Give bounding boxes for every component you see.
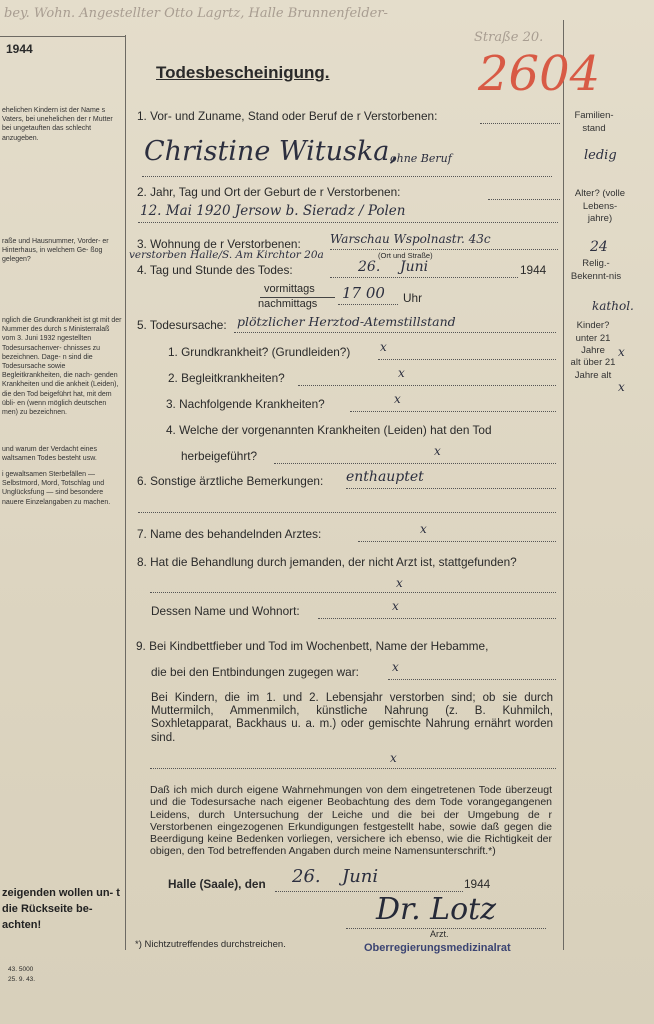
q3-value: Warschau Wspolnastr. 43c (330, 232, 491, 246)
q9-label-b: die bei den Entbindungen zugegen war: (151, 665, 359, 679)
q5-value: plötzlicher Herztod-Atemstillstand (237, 314, 456, 329)
q4-time-dotline (338, 304, 398, 305)
q1-label: 1. Vor- und Zuname, Stand oder Beruf de r Verstorbenen: (137, 109, 438, 123)
alter-value: 24 (590, 239, 608, 255)
q6-dotline (346, 488, 556, 489)
pencil-note-line2: Straße 20. (474, 30, 544, 45)
q5-2-label: 2. Begleitkrankheiten? (168, 371, 285, 385)
left-note-reverse: zeigenden wollen un- t die Rückseite be- achten! (2, 887, 120, 931)
q4-vormittags: vormittags (264, 283, 315, 295)
q9-children-text: Bei Kindern, die im 1. und 2. Lebensjahr verstorben sind; ob sie durch Muttermilch, Ammenmilch, künstliche Nahrung (z. B. Kuhmilch, Soxhletapparat, Backhaus u. a. m.) oder gemischte Nahrung ernährt worden sind. (151, 692, 553, 744)
q2-value: 12. Mai 1920 Jersow b. Sieradz / Polen (140, 203, 406, 219)
q5-4-label-b: herbeigeführt? (181, 449, 258, 463)
attestation-month: Juni (342, 866, 379, 887)
q4-year: 1944 (520, 263, 547, 277)
q5-1-value: x (380, 340, 387, 354)
q4-label: 4. Tag und Stunde des Todes: (137, 263, 293, 277)
left-note-address: raße und Hausnummer, Vorder- er Hinterhaus, in welchem Ge- ßog gelegen? (2, 238, 109, 264)
q5-1-dotline (378, 359, 556, 360)
q9-children-value: x (390, 751, 397, 765)
print-code-1: 43. 5000 (8, 966, 34, 973)
doctor-signature: Dr. Lotz (376, 892, 497, 927)
pencil-note-line1: bey. Wohn. Angestellter Otto Lagrtz, Halle Brunnenfelder- (4, 6, 388, 21)
kinder-value-1: x (618, 345, 625, 359)
page-title: Todesbescheinigung. (156, 63, 330, 82)
q9-value: x (392, 660, 399, 674)
q7-dotline (358, 541, 556, 542)
q1-occupation: ohne Beruf (390, 152, 452, 165)
q4-uhr: Uhr (403, 291, 423, 305)
ueber-label: alt über 21 Jahre alt (570, 357, 616, 381)
q4-nachmittags: nachmittags (258, 298, 318, 310)
q8-sub-value: x (392, 599, 399, 613)
q3-label: 3. Wohnung de r Verstorbenen: (137, 237, 301, 251)
q7-value: x (420, 522, 427, 536)
q3-dotline (330, 249, 558, 250)
attestation-year: 1944 (464, 877, 491, 891)
q6-value: enthauptet (346, 469, 424, 485)
q1-dotline (480, 123, 560, 124)
q9-children-dotline (150, 768, 556, 769)
left-note-name: ehelichen Kindern ist der Name s Vaters, bei unehelichen der r Mutter bei ungetauften das schlecht anzugeben. (2, 107, 113, 142)
arzt-label: Arzt. (430, 929, 449, 939)
q5-1-label: 1. Grundkrankheit? (Grundleiden?) (168, 345, 351, 359)
religion-label: Relig.-Bekennt-nis (570, 258, 622, 282)
attestation-text: Daß ich mich durch eigene Wahrnehmungen von dem eingetretenen Tode überzeugt und die Todesursache nach eigener Beobachtung des dem Tode vorangegangenen Leidens, durch Untersuchung der Leiche und die bei der Umgebung de r Verstorbenen eingezogenen Erkundigungen festgestellt habe, sowie daß gegen die Beerdigung keine Bedenken vorliegen, versichere ich ebenso, wie die Richtigkeit der obigen, den Tod betreffenden Angaben durch meine Namensunterschrift.*) (150, 784, 552, 858)
q2-label: 2. Jahr, Tag und Ort der Geburt de r Verstorbenen: (137, 185, 401, 199)
q4-month: Juni (400, 259, 429, 275)
q5-4-value: x (434, 444, 441, 458)
register-number: 2604 (478, 46, 601, 102)
right-margin-rule (563, 20, 564, 950)
q3-hint: (Ort und Straße) (378, 251, 433, 260)
q4-day: 26. (358, 259, 381, 275)
q5-4-label-a: 4. Welche der vorgenannten Krankheiten (Leiden) hat den Tod (166, 423, 492, 437)
kinder-label: Kinder? unter 21 Jahre (575, 320, 611, 356)
left-note-violent: i gewaltsamen Sterbefällen — Selbstmord, Mord, Totschlag und Unglücksfung — sind besondere nauere Einzelangaben zu machen. (2, 471, 111, 506)
q4-time: 17 00 (342, 284, 385, 302)
q4-dotline (330, 277, 518, 278)
familienstand-value: ledig (584, 148, 617, 163)
q8-sub-dotline (318, 618, 556, 619)
q9-label-a: 9. Bei Kindbettfieber und Tod im Wochenbett, Name der Hebamme, (136, 639, 489, 653)
q8-label: 8. Hat die Behandlung durch jemanden, der nicht Arzt ist, stattgefunden? (137, 555, 517, 569)
q6-label: 6. Sonstige ärztliche Bemerkungen: (137, 474, 324, 488)
q5-3-label: 3. Nachfolgende Krankheiten? (166, 397, 325, 411)
religion-value: kathol. (592, 299, 634, 313)
print-code-2: 25. 9. 43. (8, 976, 36, 983)
q8-dotline (150, 592, 556, 593)
q8-sub-label: Dessen Name und Wohnort: (151, 604, 300, 618)
q1-name: Christine Wituska, (144, 136, 398, 167)
q2-dotline (488, 199, 560, 200)
footnote: *) Nichtzutreffendes durchstreichen. (135, 939, 286, 950)
q6-dotline-2 (138, 512, 556, 513)
header-rule (0, 36, 125, 37)
q5-3-value: x (394, 392, 401, 406)
kinder-value-2: x (618, 380, 625, 394)
q5-2-dotline (298, 385, 556, 386)
q7-label: 7. Name des behandelnden Arztes: (137, 527, 322, 541)
q5-3-dotline (350, 411, 556, 412)
official-stamp: Oberregierungsmedizinalrat (364, 942, 511, 954)
q5-label: 5. Todesursache: (137, 318, 227, 332)
q5-2-value: x (398, 366, 405, 380)
q1-dotline-2 (142, 176, 552, 177)
q5-4-dotline (274, 463, 556, 464)
attestation-day: 26. (292, 866, 321, 887)
q5-dotline (234, 332, 556, 333)
familienstand-label: Familien-stand (574, 110, 614, 134)
q8-value: x (396, 576, 403, 590)
q2-dotline-2 (138, 222, 558, 223)
q9-dotline (388, 679, 556, 680)
left-margin-rule (125, 35, 126, 950)
left-note-suspicion: und warum der Verdacht eines waltsamen Todes besteht usw. (2, 446, 97, 463)
year-prefix: 1944 (6, 42, 33, 56)
left-note-cause: nglich die Grundkrankheit ist gt mit der Nummer des durch s Ministerralaß vom 3. Juni 1932 ngestellten Todesursachenver- chnisses zu bezeichnen. Dage- n sind die Todesursache sowie Begleitkrankheiten, die nach- genden Krankheiten und die ankheit (Leiden), die den Tod beigeführt hat, mit dem übli- en (wenn möglich deutschen men) zu bezeichnen. (2, 317, 122, 417)
attestation-place: Halle (Saale), den (168, 877, 266, 891)
q3-value-2: verstorben Halle/S. Am Kirchtor 20a (129, 249, 324, 261)
alter-label: Alter? (volle Lebens-jahre) (574, 188, 626, 224)
